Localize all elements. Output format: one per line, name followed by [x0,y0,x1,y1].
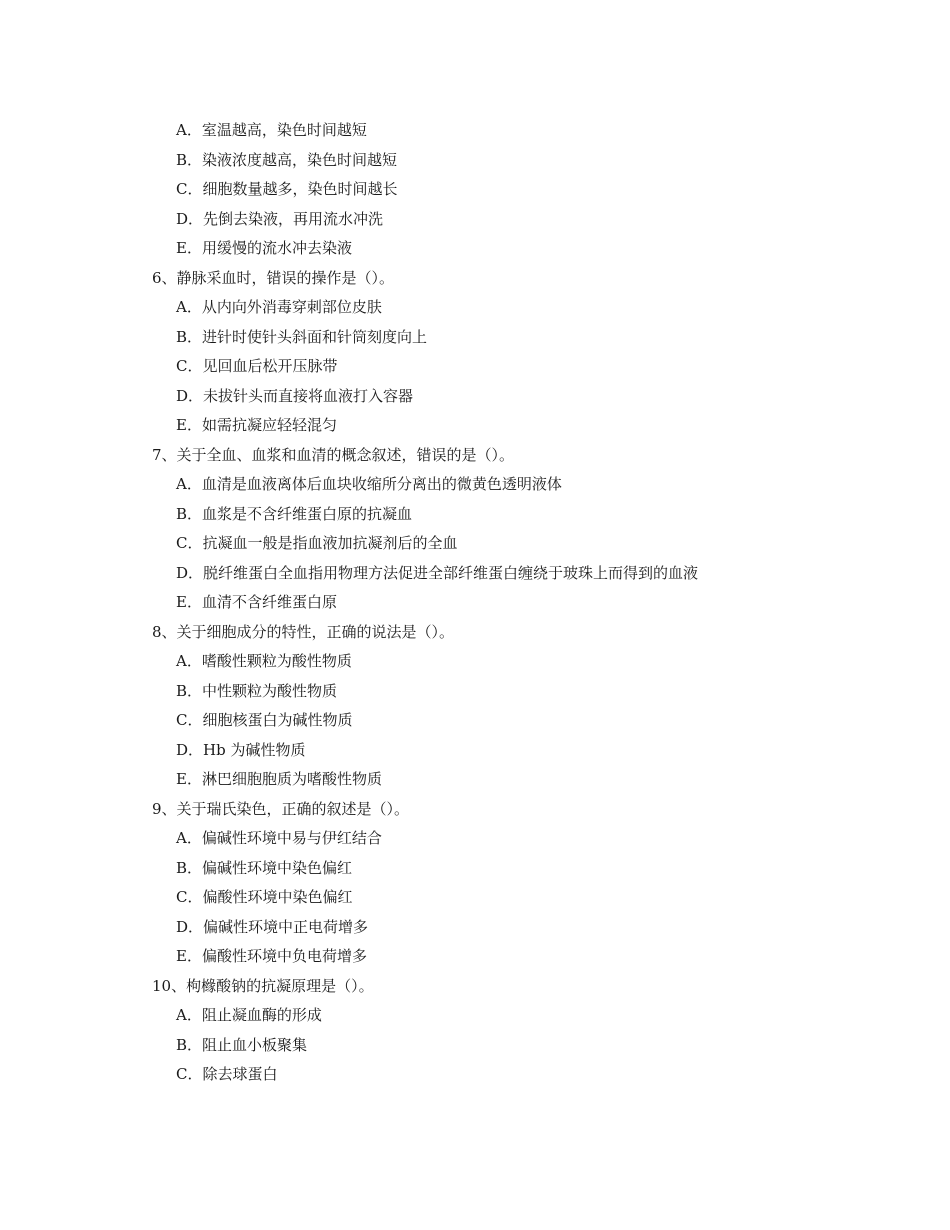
question-block-8 [0,618,950,795]
option-a: A．阻止凝血酶的形成 [176,1006,322,1024]
question-stem: 8、关于细胞成分的特性，正确的说法是（）。 [152,622,455,641]
question-stem: 7、关于全血、血浆和血清的概念叙述，错误的是（）。 [152,445,515,464]
option-a: A．血清是血液离体后血块收缩所分离出的微黄色透明液体 [176,475,562,493]
question-block-5 [0,116,950,264]
option-b: B．中性颗粒为酸性物质 [176,681,338,700]
option-d: D．未拔针头而直接将血液打入容器 [176,386,414,405]
option-c: C．细胞数量越多，染色时间越长 [176,180,398,198]
option-a: A．嗜酸性颗粒为酸性物质 [176,652,352,670]
question-block-9 [0,795,950,972]
option-b: B．阻止血小板聚集 [176,1035,308,1054]
option-c: C．抗凝血一般是指血液加抗凝剂后的全血 [176,534,458,552]
option-a: A．室温越高，染色时间越短 [176,121,367,139]
option-d: D．先倒去染液，再用流水冲洗 [176,209,384,228]
question-stem: 6、静脉采血时，错误的操作是（）。 [152,268,395,287]
question-block-10 [0,972,950,1090]
question-block-6 [0,264,950,441]
option-e: E．用缓慢的流水冲去染液 [176,239,352,257]
option-d: D．脱纤维蛋白全血指用物理方法促进全部纤维蛋白缠绕于玻珠上而得到的血液 [176,563,699,582]
option-b: B．进针时使针头斜面和针筒刻度向上 [176,327,428,346]
option-e: E．偏酸性环境中负电荷增多 [176,947,367,965]
question-stem: 9、关于瑞氏染色，正确的叙述是（）。 [152,799,410,818]
option-b: B．染液浓度越高，染色时间越短 [176,150,398,169]
option-d: D．偏碱性环境中正电荷增多 [176,917,369,936]
option-e: E．血清不含纤维蛋白原 [176,593,337,611]
question-list [0,116,950,1090]
option-d: D．Hb 为碱性物质 [176,740,306,759]
question-stem: 10、枸橼酸钠的抗凝原理是（）。 [152,976,374,995]
option-a: A．偏碱性环境中易与伊红结合 [176,829,382,847]
option-e: E．淋巴细胞胞质为嗜酸性物质 [176,770,382,788]
option-b: B．偏碱性环境中染色偏红 [176,858,353,877]
option-c: C．见回血后松开压脉带 [176,357,338,375]
option-a: A．从内向外消毒穿刺部位皮肤 [176,298,382,316]
question-block-7 [0,441,950,618]
option-c: C．偏酸性环境中染色偏红 [176,888,353,906]
option-c: C．除去球蛋白 [176,1065,278,1083]
option-c: C．细胞核蛋白为碱性物质 [176,711,353,729]
option-e: E．如需抗凝应轻轻混匀 [176,416,337,434]
option-b: B．血浆是不含纤维蛋白原的抗凝血 [176,504,413,523]
